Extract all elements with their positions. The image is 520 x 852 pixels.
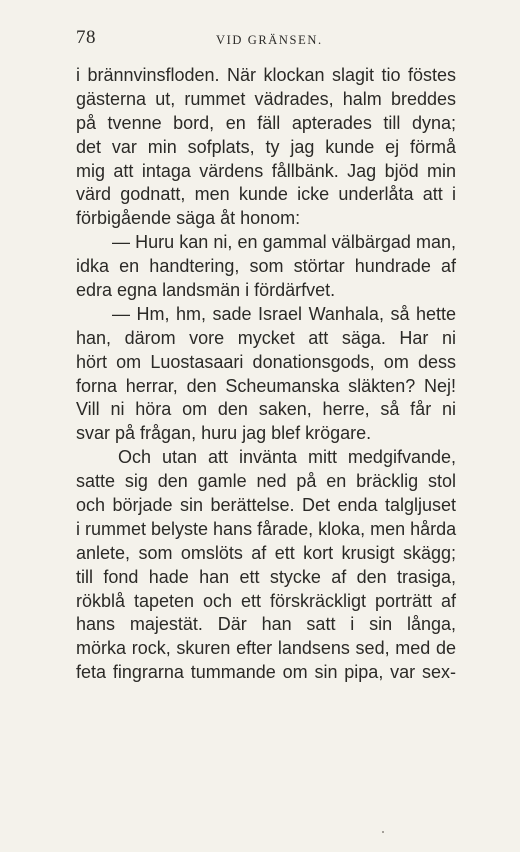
text-line: Vill ni höra om den saken, herre, så får ni — [76, 399, 456, 420]
text-line: — Hm, hm, sade Israel Wanhala, så hette — [112, 303, 456, 324]
text-line: hört om Luostasaari donationsgods, om dess — [76, 351, 456, 372]
text-line: och började sin berättelse. Det enda talgljuset — [76, 495, 456, 516]
text-line: mig att intaga värdens fållbänk. Jag bjöd min — [76, 160, 456, 181]
text-line: till fond hade han ett stycke af den trasiga, — [76, 566, 456, 587]
text-line: — Huru kan ni, en gammal välbärgad man, — [112, 232, 456, 253]
text-line: satte sig den gamle ned på en bräcklig stol — [76, 471, 456, 492]
text-line: han, därom vore mycket att säga. Har ni — [76, 327, 456, 348]
text-line: i rummet belyste hans fårade, kloka, men hårda — [76, 518, 457, 539]
text-line: forna herrar, den Scheumanska släkten? Nej! — [76, 375, 456, 396]
text-line: värd godnatt, men kunde icke underlåta att i — [76, 184, 456, 205]
text-line: rökblå tapeten och ett förskräckligt porträtt af — [76, 590, 456, 611]
text-line: idka en handtering, som störtar hundrade af — [76, 256, 456, 277]
text-line: mörka rock, skuren efter landsens sed, med de — [76, 638, 456, 659]
text-line: edra egna landsmän i fördärfvet. — [76, 280, 336, 301]
page-number: 78 — [76, 27, 96, 48]
paper-speck — [382, 831, 384, 833]
text-line: feta fingrarna tummande om sin pipa, var sex- — [76, 662, 456, 683]
text-line: i brännvinsfloden. När klockan slagit tio föstes — [76, 65, 456, 85]
text-line: Och utan att invänta mitt medgifvande, — [118, 447, 456, 468]
running-head — [76, 27, 458, 53]
text-line: gästerna ut, rummet vädrades, halm breddes — [76, 88, 456, 109]
text-line: förbigående säga åt honom: — [76, 208, 301, 229]
text-line: hans majestät. Där han satt i sin långa, — [76, 614, 456, 635]
body-text — [76, 64, 456, 685]
text-line: det var min sofplats, ty jag kunde ej förmå — [76, 136, 456, 157]
text-line: anlete, som omslöts af ett kort krusigt skägg; — [76, 542, 456, 563]
running-title: VID GRÄNSEN. — [216, 33, 323, 47]
text-line: på tvenne bord, en fäll apterades till dyna; — [76, 112, 456, 133]
text-line: svar på frågan, huru jag blef krögare. — [76, 423, 372, 444]
